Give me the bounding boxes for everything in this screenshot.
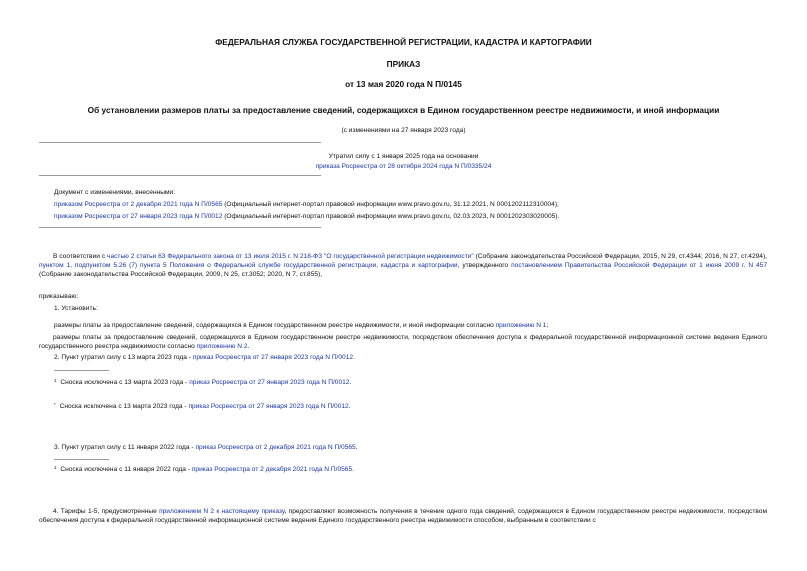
item3: 3. Пункт утратил силу с 11 января 2022 года - приказ Росреестра от 2 декабря 2021 года N П/0565.: [54, 444, 358, 451]
appendix2-link[interactable]: приложению N 2: [196, 343, 248, 350]
footnote-divider: [54, 459, 109, 460]
appendix1-link[interactable]: приложению N 1: [495, 322, 547, 329]
footnote-mark: *: [54, 402, 56, 407]
agency-title: ФЕДЕРАЛЬНАЯ СЛУЖБА ГОСУДАРСТВЕННОЙ РЕГИСТРАЦИИ, КАДАСТРА И КАРТОГРАФИИ: [215, 37, 592, 47]
item2: 2. Пункт утратил силу с 13 марта 2023 года - приказ Росреестра от 27 января 2023 года N П/0012.: [54, 354, 355, 361]
footnote-divider: [54, 370, 109, 371]
divider: [39, 142, 321, 143]
footnote-mark: 1: [54, 378, 57, 383]
status-text: Утратил силу с 1 января 2025 года на основании: [328, 153, 479, 160]
appendix2-link[interactable]: приложением N 2 к настоящему приказу: [159, 508, 285, 515]
repeal-order-link[interactable]: приказа Росреестра от 28 октября 2024 года N П/0335/24: [315, 163, 492, 170]
doc-subject: Об установлении размеров платы за предоставление сведений, содержащихся в Едином государственном реестре недвижимости, и иной информации: [87, 105, 720, 115]
footnote: * Сноска исключена с 13 марта 2023 года - приказ Росреестра от 27 января 2023 года N П/0012.: [54, 402, 351, 410]
item1-label: 1. Установить:: [54, 305, 98, 312]
change-text: (Официальный интернет-портал правовой информации www.pravo.gov.ru, 02.03.2023, N 0001202303020005).: [222, 213, 560, 220]
footnote-link[interactable]: приказ Росреестра от 27 января 2023 года N П/0012: [189, 379, 350, 386]
change-link[interactable]: приказом Росреестра от 2 декабря 2021 года N П/0565: [54, 201, 223, 208]
footnote-link[interactable]: приказ Росреестра от 27 января 2023 года N П/0012: [188, 403, 349, 410]
federal-law-link[interactable]: частью 2 статьи 63 Федерального закона от 13 июля 2015 г. N 218-ФЗ "О государственной регистрации недвижимости": [107, 253, 474, 260]
footnote-mark: 1: [54, 465, 57, 470]
change-item: [54, 200, 559, 209]
change-link[interactable]: приказом Росреестра от 27 января 2023 года N П/0012: [54, 213, 223, 220]
regulation-link[interactable]: пунктом 1, подпунктом 5.26 (7) пункта 5 Положения о Федеральной службе государственной регистрации, кадастра и картографии: [39, 262, 458, 269]
changes-intro: Документ с изменениями, внесенными:: [54, 189, 176, 196]
status-line: [0, 162, 807, 171]
doc-date-number: от 13 мая 2020 года N П/0145: [345, 79, 462, 89]
footnote-link[interactable]: приказ Росреестра от 2 декабря 2021 года N П/0565: [191, 466, 353, 473]
government-decree-link[interactable]: постановлением Правительства Российской Федерации от 1 июня 2009 г. N 457: [511, 262, 767, 269]
footnote: $^1$ Сноска исключена с 11 января 2022 года - приказ Росреестра от 2 декабря 2021 года N П/0565.: [54, 465, 354, 473]
order-word: приказываю:: [39, 293, 79, 300]
item4: 4. Тарифы 1-5, предусмотренные приложением N 2 к настоящему приказу, предоставляют возможность получения в течение одного года сведений, содержащихся в Едином государственном реестре недвижимости, посредством обеспечения доступа к федеральной государственной информационной системе ведения Единого государственного реестра недвижимости способом, выбранным в соответствии с: [39, 508, 767, 524]
divider: [39, 175, 321, 176]
footnote: $^1$ Сноска исключена с 13 марта 2023 года - приказ Росреестра от 27 января 2023 года N П/0012.: [54, 378, 352, 386]
change-text: (Официальный интернет-портал правовой информации www.pravo.gov.ru, 31.12.2021, N 0001202112310004);: [222, 201, 559, 208]
divider: [39, 227, 321, 228]
doc-type: ПРИКАЗ: [386, 59, 421, 69]
item1-line2: размеры платы за предоставление сведений, содержащихся в Едином государственном реестре недвижимости, посредством обеспечения доступа к федеральной государственной информационной системе ведения Единого государственного реестра недвижимости согласно приложению N 2.: [39, 334, 767, 350]
change-item: [54, 212, 559, 221]
item1-line1: размеры платы за предоставление сведений, содержащихся в Едином государственном реестре недвижимости, и иной информации согласно приложению N 1;: [54, 322, 549, 329]
item2-order-link[interactable]: приказ Росреестра от 27 января 2023 года N П/0012: [192, 354, 354, 361]
amendment-note: (с изменениями на 27 января 2023 года): [341, 127, 466, 134]
item3-order-link[interactable]: приказ Росреестра от 2 декабря 2021 года N П/0565: [195, 444, 356, 451]
preamble: В соответствии с частью 2 статьи 63 Федерального закона от 13 июля 2015 г. N 218-ФЗ "О государственной регистрации недвижимости" (Собрание законодательства Российской Федерации, 2015, N 29, ст.4344; 2016, N 27, ст.4294), пунктом 1, подпунктом 5.26 (7) пункта 5 Положения о Федеральной службе государственной регистрации, кадастра и картографии, утвержденного постановлением Правительства Российской Федерации от 1 июня 2009 г. N 457 (Собрание законодательства Российской Федерации, 2009, N 25, ст.3052; 2020, N 7, ст.855),: [39, 253, 767, 278]
